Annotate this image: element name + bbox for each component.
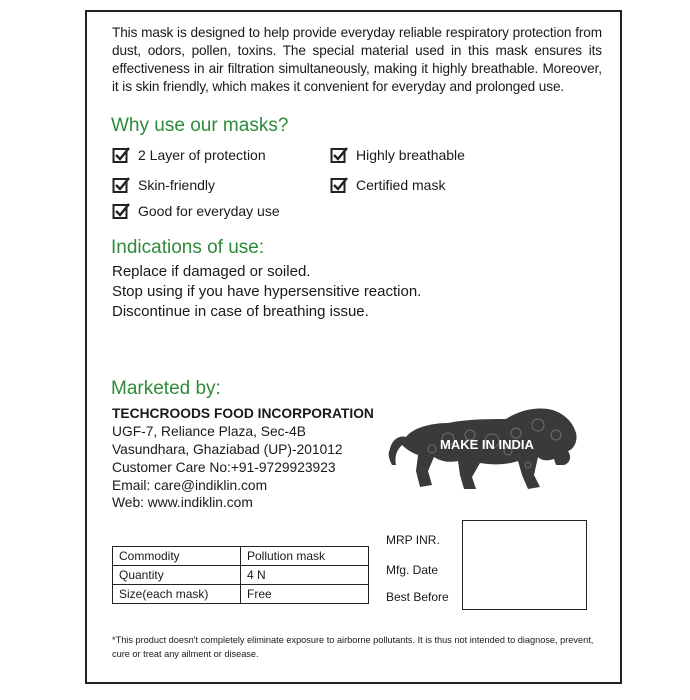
company-name: TECHCROODS FOOD INCORPORATION	[112, 406, 374, 421]
benefit-item	[330, 176, 445, 194]
table-cell-value: Pollution mask	[241, 547, 369, 566]
table-row	[113, 547, 369, 566]
indication-line: Stop using if you have hypersensitive reaction.	[112, 283, 422, 300]
table-row	[113, 585, 369, 604]
benefit-label: Good for everyday use	[138, 203, 280, 219]
address-line: Vasundhara, Ghaziabad (UP)-201012	[112, 442, 343, 457]
indication-line: Discontinue in case of breathing issue.	[112, 303, 369, 320]
table-cell-label: Size(each mask)	[113, 585, 241, 604]
email-line: Email: care@indiklin.com	[112, 478, 268, 493]
table-cell-value: Free	[241, 585, 369, 604]
checkbox-checked-icon	[112, 146, 130, 164]
table-cell-label: Commodity	[113, 547, 241, 566]
web-line: Web: www.indiklin.com	[112, 495, 253, 510]
benefit-label: 2 Layer of protection	[138, 147, 266, 163]
customer-care: Customer Care No:+91-9729923923	[112, 460, 336, 475]
disclaimer-text: *This product doesn't completely eliminate exposure to airborne pollutants. It is thus not intended to diagnose, prevent, cure or treat any ailment or disease.	[112, 635, 594, 659]
benefit-item	[112, 146, 266, 164]
mrp-label: MRP INR.	[386, 533, 440, 547]
benefit-label: Skin-friendly	[138, 177, 216, 193]
benefit-item	[112, 176, 215, 194]
table-row	[113, 566, 369, 585]
why-heading: Why use our masks?	[111, 115, 289, 136]
checkbox-checked-icon	[112, 202, 130, 220]
make-in-india-lion-logo	[388, 405, 580, 493]
marketed-heading: Marketed by:	[111, 378, 221, 399]
benefit-item	[330, 146, 465, 164]
checkbox-checked-icon	[330, 176, 348, 194]
best-before-label: Best Before	[386, 590, 449, 604]
logo-text: MAKE IN INDIA	[440, 437, 534, 452]
checkbox-checked-icon	[330, 146, 348, 164]
indications-heading: Indications of use:	[111, 237, 265, 258]
intro-paragraph: This mask is designed to help provide everyday reliable respiratory protection from dust, odors, pollen, toxins. The special material used in this mask ensures its effectiveness in air filtration simultaneously, making it highly breathable. Moreover, it is skin friendly, which makes it convenient for everyday and prolonged use.	[112, 25, 602, 94]
table-cell-label: Quantity	[113, 566, 241, 585]
benefit-item	[112, 202, 280, 220]
mfg-date-label: Mfg. Date	[386, 563, 439, 577]
product-info-table	[112, 546, 369, 604]
mrp-value-box	[462, 520, 587, 610]
checkbox-checked-icon	[112, 176, 130, 194]
address-line: UGF-7, Reliance Plaza, Sec-4B	[112, 424, 306, 439]
table-cell-value: 4 N	[241, 566, 369, 585]
indication-line: Replace if damaged or soiled.	[112, 263, 311, 280]
benefit-label: Certified mask	[356, 177, 446, 193]
benefit-label: Highly breathable	[356, 147, 465, 163]
